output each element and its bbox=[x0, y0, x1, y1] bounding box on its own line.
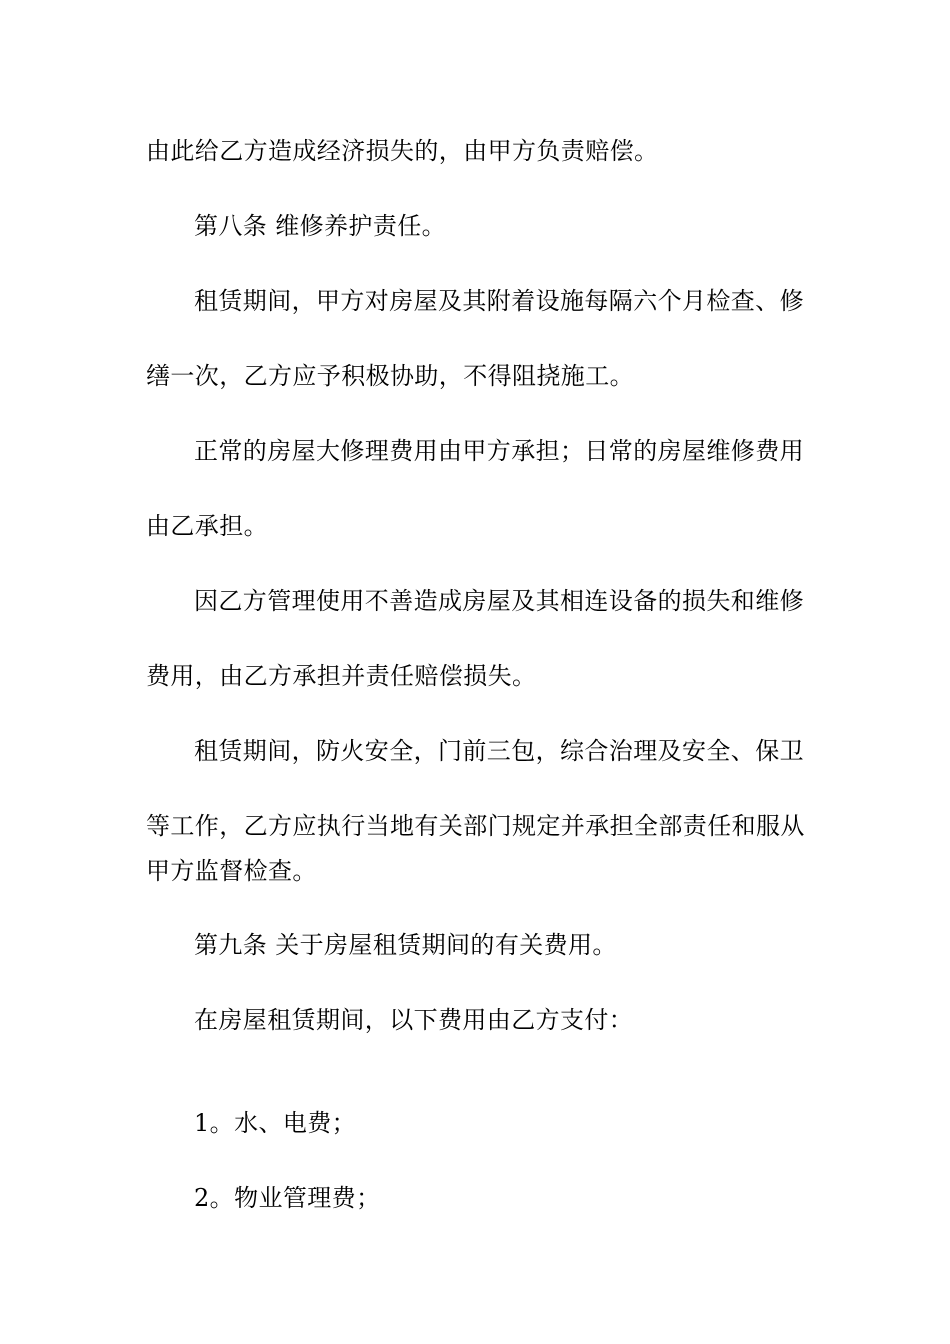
text-line: 租赁期间，甲方对房屋及其附着设施每隔六个月检查、修 bbox=[194, 287, 804, 315]
text-line: 甲方监督检查。 bbox=[146, 857, 317, 885]
text-line: 因乙方管理使用不善造成房屋及其相连设备的损失和维修 bbox=[194, 587, 804, 615]
text-line: 在房屋租赁期间，以下费用由乙方支付： bbox=[194, 1006, 634, 1034]
text-line: 费用，由乙方承担并责任赔偿损失。 bbox=[146, 662, 537, 690]
article-9-heading: 第九条 关于房屋租赁期间的有关费用。 bbox=[194, 931, 617, 959]
text-line: 等工作，乙方应执行当地有关部门规定并承担全部责任和服从 bbox=[146, 812, 805, 840]
text-line: 由此给乙方造成经济损失的，由甲方负责赔偿。 bbox=[146, 137, 659, 165]
text-line: 缮一次，乙方应予积极协助，不得阻挠施工。 bbox=[146, 362, 634, 390]
text-line: 正常的房屋大修理费用由甲方承担；日常的房屋维修费用 bbox=[194, 437, 804, 465]
article-8-heading: 第八条 维修养护责任。 bbox=[194, 212, 447, 240]
list-item: 2。物业管理费； bbox=[194, 1184, 381, 1212]
text-line: 租赁期间，防火安全，门前三包，综合治理及安全、保卫 bbox=[194, 737, 804, 765]
list-item: 1。水、电费； bbox=[194, 1109, 357, 1137]
text-line: 由乙承担。 bbox=[146, 512, 268, 540]
